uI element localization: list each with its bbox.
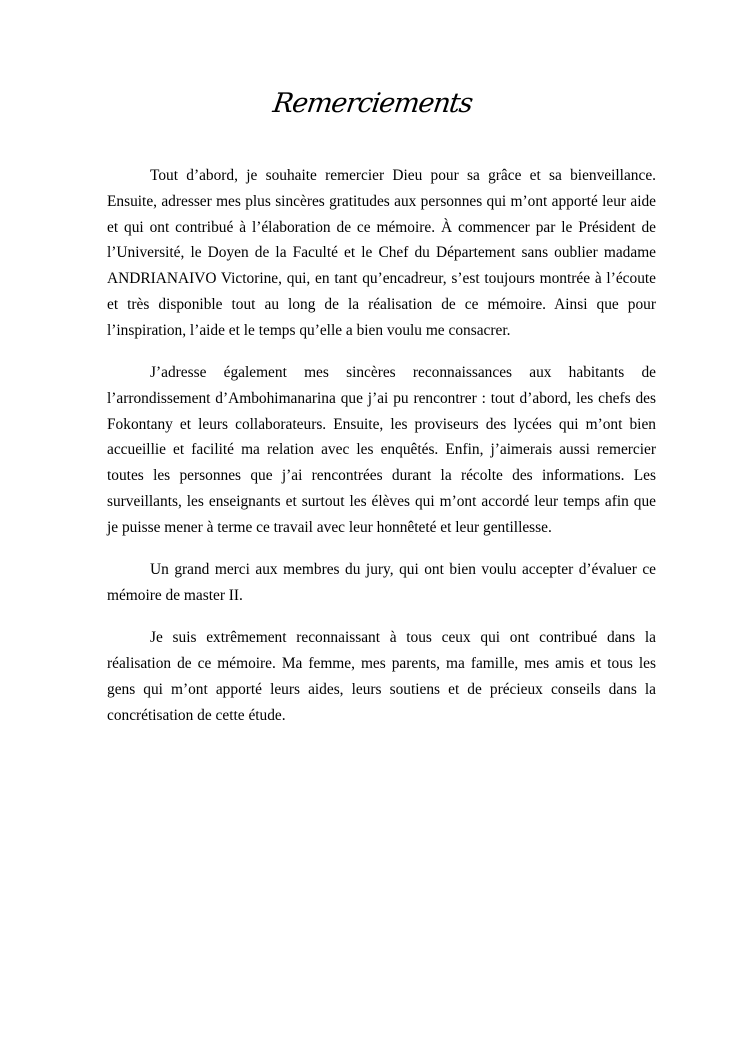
document-body xyxy=(107,163,656,745)
page-title: Remerciements xyxy=(271,88,474,119)
paragraph-1: Tout d’abord, je souhaite remercier Dieu pour sa grâce et sa bienveillance. Ensuite, adresser mes plus sincères gratitudes aux personnes qui m’ont apporté leur aide et qui ont contribué à l’élaboration de ce mémoire. À commencer par le Président de l’Université, le Doyen de la Faculté et le Chef du Département sans oublier madame ANDRIANAIVO Victorine, qui, en tant qu’encadreur, s’est toujours montrée à l’écoute et très disponible tout au long de la réalisation de ce mémoire. Ainsi que pour l’inspiration, l’aide et le temps qu’elle a bien voulu me consacrer. xyxy=(107,167,656,339)
paragraph-3: Un grand merci aux membres du jury, qui ont bien voulu accepter d’évaluer ce mémoire de master II. xyxy=(107,561,656,604)
paragraph-2: J’adresse également mes sincères reconnaissances aux habitants de l’arrondissement d’Ambohimanarina que j’ai pu rencontrer : tout d’abord, les chefs des Fokontany et leurs collaborateurs. Ensuite, les proviseurs des lycées qui m’ont bien accueillie et facilité ma relation avec les enquêtés. Enfin, j’aimerais aussi remercier toutes les personnes que j’ai rencontrées durant la récolte des informations. Les surveillants, les enseignants et surtout les élèves qui m’ont accordé leur temps afin que je puisse mener à terme ce travail avec leur honnêteté et leur gentillesse. xyxy=(107,364,656,536)
paragraph-4: Je suis extrêmement reconnaissant à tous ceux qui ont contribué dans la réalisation de ce mémoire. Ma femme, mes parents, ma famille, mes amis et tous les gens qui m’ont apporté leurs aides, leurs soutiens et de précieux conseils dans la concrétisation de cette étude. xyxy=(107,629,656,724)
